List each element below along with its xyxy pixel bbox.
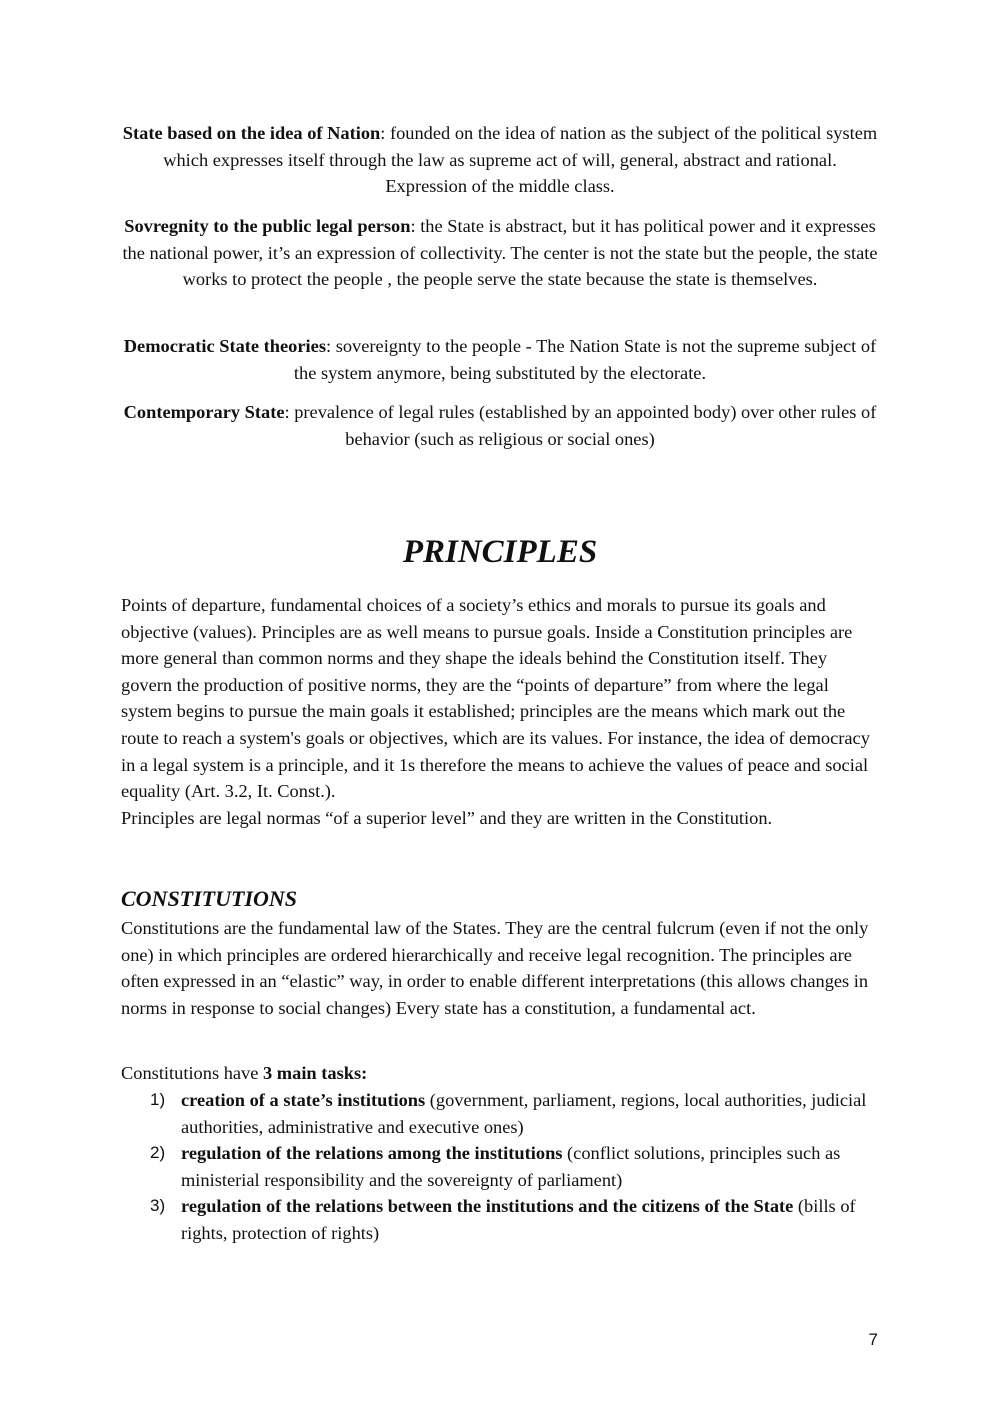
task-title: regulation of the relations among the institutions [181,1143,563,1164]
list-number: 2) [150,1143,166,1163]
list-number: 1) [150,1090,166,1109]
tasks-intro-text: Constitutions have [121,1063,264,1083]
list-number: 3) [150,1196,166,1216]
list-item [121,1140,881,1193]
principles-body [121,592,881,831]
task-detail: (government, parliament, regions, local authorities, judicial authorities, administrative and executive ones) [181,1090,867,1137]
definition-text: : the State is abstract, but it has political power and it expresses the national power, it’s an expression of collectivity. The center is not the state but the people, the state works to protect the people , the people serve the state because the state is themselves. [122,216,878,290]
list-item [121,1193,881,1246]
constitutions-paragraph: Constitutions are the fundamental law of the States. They are the central fulcrum (even if not the only one) in which principles are ordered hierarchically and receive legal recognition. The principles are often expressed in an “elastic” way, in order to enable different interpretations (this allows changes in norms in response to social changes) Every state has a constitution, a fundamental act. [121,918,869,1018]
term-label: State based on the idea of Nation [122,123,381,143]
task-title: regulation of the relations between the institutions and the citizens of the State [181,1196,794,1217]
task-detail: (bills of rights, protection of rights) [181,1196,856,1243]
constitutions-body [121,915,881,1021]
principles-heading: PRINCIPLES [402,534,598,570]
term-label: Sovregnity to the public legal person [124,216,411,236]
nation-state-paragraph [122,120,878,200]
principles-paragraph-2: Principles are legal normas “of a superior level” and they are written in the Constitution. [121,807,773,828]
tasks-intro-bold: 3 main tasks: [263,1063,368,1083]
term-label: Contemporary State [123,402,285,422]
task-title: creation of a state’s institutions [181,1090,426,1110]
page-number: 7 [868,1330,878,1349]
term-label: Democratic State theories [123,336,326,356]
definition-text: : prevalence of legal rules (established by an appointed body) over other rules of behavior (such as religious or social ones) [284,402,877,449]
constitutions-heading: CONSTITUTIONS [121,886,298,911]
democratic-state-paragraph [122,333,878,386]
principles-paragraph: Points of departure, fundamental choices of a society’s ethics and morals to pursue its goals and objective (values). Principles are as well means to pursue goals. Inside a Constitution principles are more general than common norms and they shape the ideals behind the Constitution itself. They govern the production of positive norms, they are the “points of departure” from where the legal system begins to pursue the main goals it established; principles are the means which mark out the route to reach a system's goals or objectives, which are its values. For instance, the idea of democracy in a legal system is a principle, and it 1s therefore the means to achieve the values of peace and social equality (Art. 3.2, It. Const.). [121,595,870,802]
sovereignty-paragraph [122,213,878,293]
tasks-intro [121,1060,881,1087]
tasks-list [121,1087,881,1247]
task-detail: (conflict solutions, principles such as ministerial responsibility and the sovereignty of parliament) [181,1143,841,1190]
definition-text: : founded on the idea of nation as the subject of the political system which expresses itself through the law as supreme act of will, general, abstract and rational. Expression of the middle class. [163,123,878,197]
contemporary-state-paragraph [122,399,878,452]
list-item [121,1087,881,1140]
definition-text: : sovereignty to the people - The Nation State is not the supreme subject of the system anymore, being substituted by the electorate. [293,336,877,383]
